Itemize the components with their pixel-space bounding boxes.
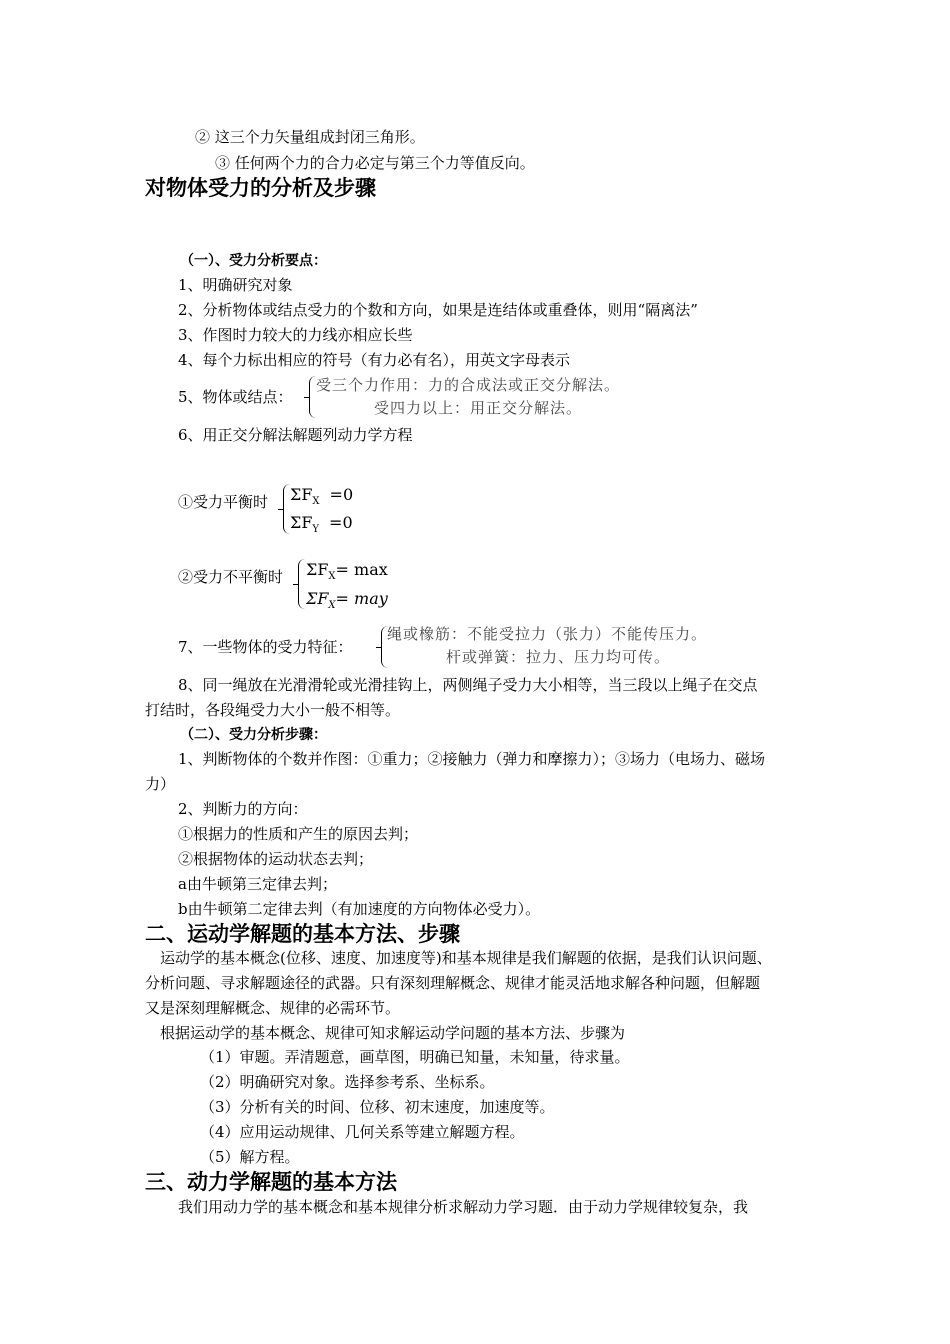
brace: [283, 484, 290, 534]
brace-line: 受四力以上：用正交分解法。: [374, 399, 583, 417]
list-item: 2、分析物体或结点受力的个数和方向，如果是连结体或重叠体，则用“隔离法”: [178, 301, 698, 319]
list-item: （4）应用运动规律、几何关系等建立解题方程。: [200, 1123, 525, 1141]
list-item: ②根据物体的运动状态去判；: [178, 850, 374, 868]
list-item: （2）明确研究对象。选择参考系、坐标系。: [200, 1073, 495, 1091]
section-title: 对物体受力的分析及步骤: [145, 176, 376, 200]
equation-line: $\Sigma F_X= \max$: [306, 560, 388, 582]
brace-line: 杆或弹簧：拉力、压力均可传。: [446, 648, 671, 666]
list-item: a由牛顿第三定律去判；: [178, 875, 337, 893]
paragraph-line: 又是深刻理解概念、规律的必需环节。: [145, 999, 401, 1017]
section-title: 二、运动学解题的基本方法、步骤: [145, 922, 460, 946]
equation-line: $\Sigma F_X =0$: [290, 485, 354, 507]
paragraph-line: 力）: [145, 775, 176, 793]
equation-label: ②受力不平衡时: [178, 568, 284, 586]
list-item: 4、每个力标出相应的符号（有力必有名），用英文字母表示: [178, 351, 571, 369]
list-item: （3）分析有关的时间、位移、初末速度，加速度等。: [200, 1098, 555, 1116]
list-item: 6、用正交分解法解题列动力学方程: [178, 426, 413, 444]
brace-line: 绳或橡筋：不能受拉力（张力）不能传压力。: [387, 625, 708, 643]
brace: [298, 559, 305, 609]
list-item: 1、明确研究对象: [178, 276, 293, 294]
paragraph-line: 1、判断物体的个数并作图：①重力；②接触力（弹力和摩擦力）；③场力（电场力、磁场: [178, 750, 766, 768]
subsection-heading: （二）、受力分析步骤：: [180, 727, 327, 743]
list-item-label: 7、一些物体的受力特征：: [178, 638, 353, 656]
list-item: ①根据力的性质和产生的原因去判；: [178, 825, 419, 843]
brace: [309, 376, 316, 418]
list-item: （1）审题。弄清题意，画草图，明确已知量，未知量，待求量。: [200, 1048, 630, 1066]
brace-line: 受三个力作用：力的合成法或正交分解法。: [316, 376, 621, 394]
equation-line: $\Sigma F_X=$ may: [306, 589, 388, 611]
paragraph-line: 我们用动力学的基本概念和基本规律分析求解动力学习题．由于动力学规律较复杂，我: [178, 1198, 749, 1216]
paragraph-line: 打结时，各段绳受力大小一般不相等。: [145, 701, 401, 719]
list-item: ② 这三个力矢量组成封闭三角形。: [195, 128, 425, 146]
list-item: 2、判断力的方向：: [178, 800, 308, 818]
list-item: b由牛顿第二定律去判（有加速度的方向物体必受力）。: [178, 900, 541, 918]
list-item: （5）解方程。: [200, 1148, 300, 1166]
list-item-label: 5、物体或结点：: [178, 388, 293, 406]
list-item: 3、作图时力较大的力线亦相应长些: [178, 326, 413, 344]
list-item: ③ 任何两个力的合力必定与第三个力等值反向。: [215, 154, 535, 172]
paragraph-line: 分析问题、寻求解题途径的武器。只有深刻理解概念、规律才能灵活地求解各种问题，但解题: [145, 974, 761, 992]
paragraph-line: 根据运动学的基本概念、规律可知求解运动学问题的基本方法、步骤为: [160, 1024, 626, 1042]
paragraph-line: 运动学的基本概念(位移、速度、加速度等)和基本规律是我们解题的依据，是我们认识问题、: [160, 949, 772, 967]
equation-label: ①受力平衡时: [178, 493, 269, 511]
subsection-heading: （一）、受力分析要点：: [180, 253, 327, 269]
equation-line: $\Sigma F_Y =0$: [290, 513, 353, 535]
paragraph-line: 8、同一绳放在光滑滑轮或光滑挂钩上，两侧绳子受力大小相等，当三段以上绳子在交点: [178, 676, 758, 694]
section-title: 三、动力学解题的基本方法: [145, 1170, 397, 1194]
